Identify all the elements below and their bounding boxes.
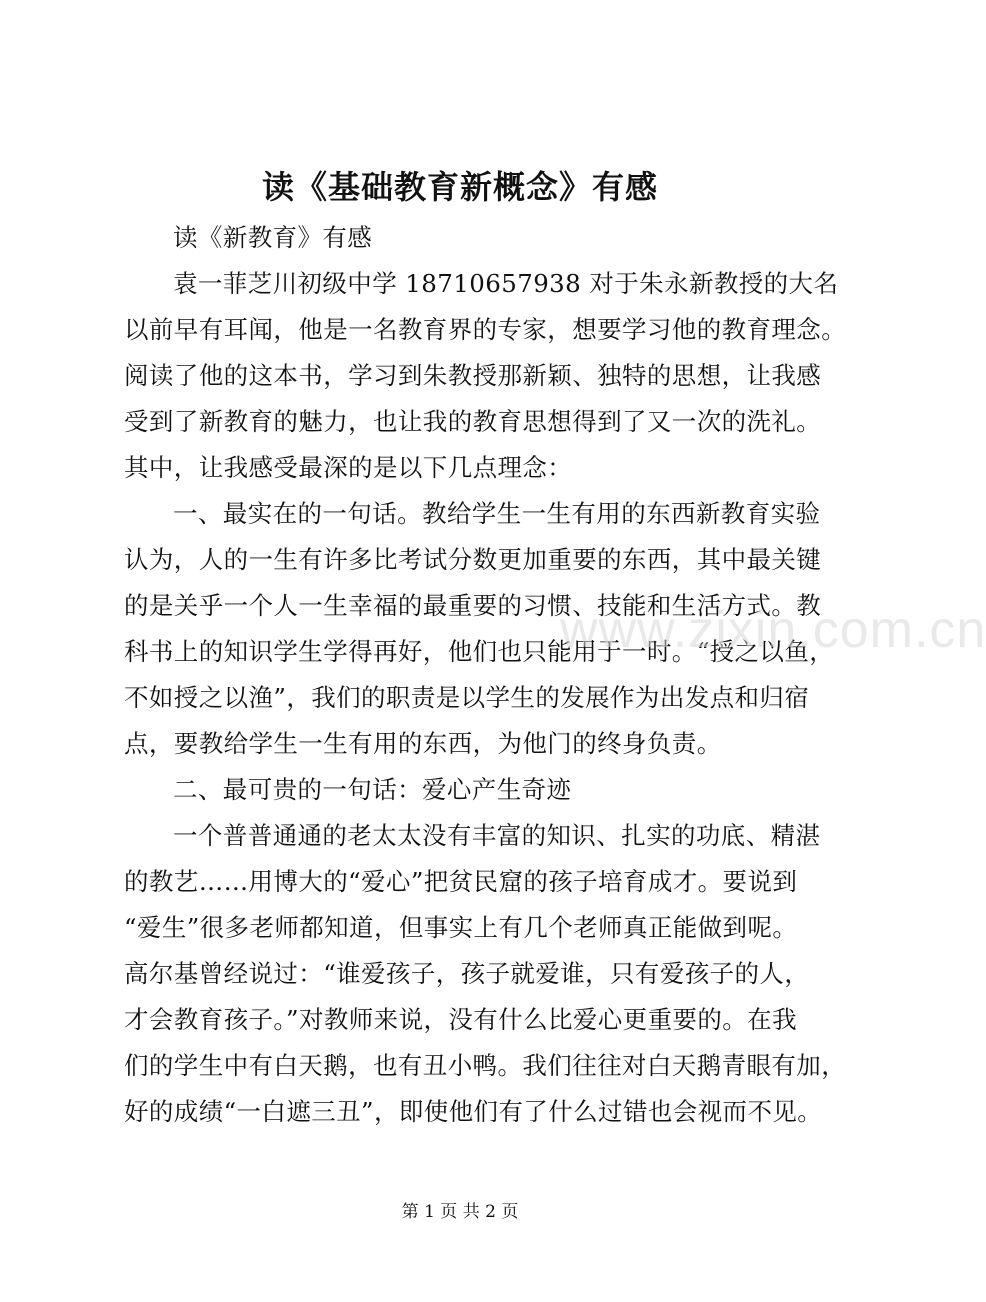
paragraph-line: 阅读了他的这本书，学习到朱教授那新颖、独特的思想，让我感 <box>124 361 822 390</box>
paragraph-line: 一个普普通通的老太太没有丰富的知识、扎实的功底、精湛 <box>173 821 821 850</box>
paragraph-line: 袁一菲芝川初级中学 18710657938 对于朱永新教授的大名 <box>173 269 839 298</box>
paragraph-line: 一、最实在的一句话。教给学生一生有用的东西新教育实验 <box>173 499 821 528</box>
paragraph-line: 二、最可贵的一句话：爱心产生奇迹 <box>173 775 572 804</box>
paragraph-line: 受到了新教育的魅力，也让我的教育思想得到了又一次的洗礼。 <box>124 407 822 436</box>
paragraph-line: 高尔基曾经说过：“谁爱孩子，孩子就爱谁，只有爱孩子的人， <box>124 959 810 988</box>
paragraph-line: 点，要教给学生一生有用的东西，为他门的终身负责。 <box>124 729 722 758</box>
paragraph-line: 才会教育孩子。”对教师来说，没有什么比爱心更重要的。在我 <box>124 1005 797 1034</box>
page-footer: 第 1 页 共 2 页 <box>401 1202 519 1222</box>
watermark: www.zixin.com.cn <box>560 601 986 659</box>
paragraph-line: 们的学生中有白天鹅，也有丑小鸭。我们往往对白天鹅青眼有加， <box>124 1051 847 1080</box>
paragraph-line: 的是关乎一个人一生幸福的最重要的习惯、技能和生活方式。教 <box>124 591 822 620</box>
paragraph-line: 科书上的知识学生学得再好，他们也只能用于一时。“授之以鱼， <box>124 637 835 666</box>
paragraph-line: “爱生”很多老师都知道，但事实上有几个老师真正能做到呢。 <box>124 913 798 942</box>
paragraph-line: 的教艺……用博大的“爱心”把贫民窟的孩子培育成才。要说到 <box>124 867 798 896</box>
paragraph-line: 其中，让我感受最深的是以下几点理念： <box>124 453 573 482</box>
paragraph-line: 不如授之以渔”，我们的职责是以学生的发展作为出发点和归宿 <box>124 683 810 712</box>
paragraph-line: 好的成绩“一白遮三丑”，即使他们有了什么过错也会视而不见。 <box>124 1097 823 1126</box>
paragraph-line: 读《新教育》有感 <box>173 223 373 252</box>
paragraph-line: 认为，人的一生有许多比考试分数更加重要的东西，其中最关键 <box>124 545 822 574</box>
document-title: 读《基础教育新概念》有感 <box>261 168 658 206</box>
paragraph-line: 以前早有耳闻，他是一名教育界的专家，想要学习他的教育理念。 <box>124 315 847 344</box>
